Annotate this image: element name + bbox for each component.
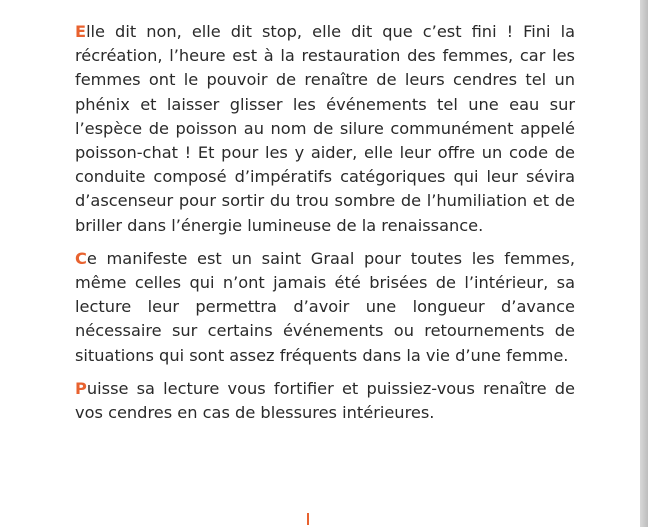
body-text bbox=[75, 20, 575, 434]
dropcap-initial: C bbox=[75, 248, 87, 268]
paragraph-3 bbox=[75, 377, 575, 425]
paragraph-1 bbox=[75, 20, 575, 238]
page-edge-shadow bbox=[640, 0, 648, 527]
paragraph-text: uisse sa lecture vous fortifier et puissiez-vous renaître de vos cendres en cas de blessures intérieures. bbox=[75, 378, 575, 423]
paragraph-text: e manifeste est un saint Graal pour toutes les femmes, même celles qui n’ont jamais été brisées de l’intérieur, sa lecture leur permettra d’avoir une longueur d’avance nécessaire sur certains événements ou retournements de situations qui sont assez fréquents dans la vie d’une femme. bbox=[75, 248, 575, 365]
paragraph-text: lle dit non, elle dit stop, elle dit que c’est fini ! Fini la récréation, l’heure est à la restauration des femmes, car les femmes ont le pouvoir de renaître de leurs cendres tel un phénix et laisser glisser les événements tel une eau sur l’espèce de poisson au nom de silure communément appelé poisson-chat ! Et pour les y aider, elle leur offre un code de conduite composé d’impératifs catégoriques qui leur sévira d’ascenseur pour sortir du trou sombre de l’humiliation et de briller dans l’énergie lumineuse de la renaissance. bbox=[75, 22, 575, 235]
dropcap-initial: E bbox=[75, 22, 87, 41]
page-marker bbox=[307, 513, 309, 525]
dropcap-initial: P bbox=[75, 378, 87, 398]
paragraph-2 bbox=[75, 247, 575, 368]
